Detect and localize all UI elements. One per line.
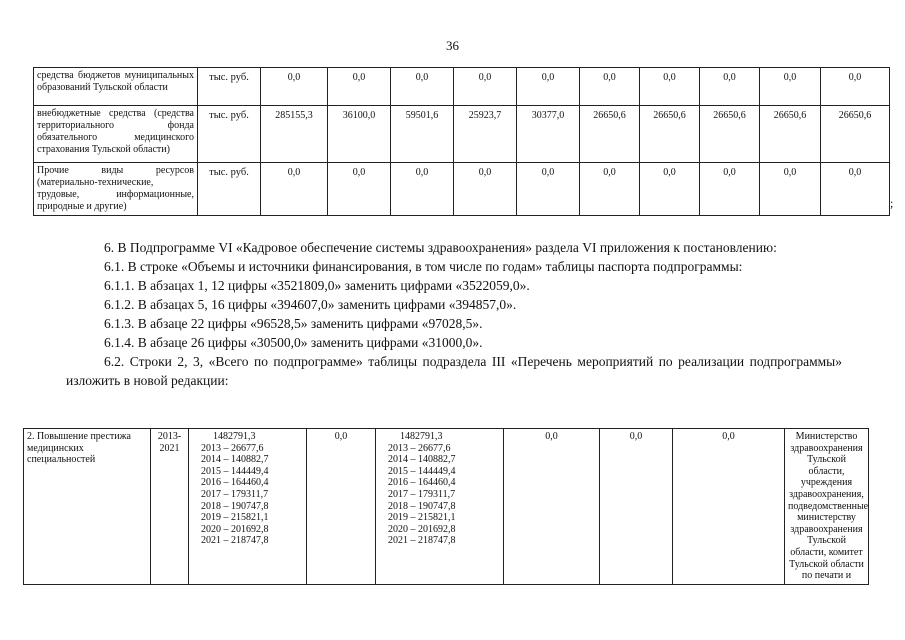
value-cell: 0,0 <box>700 68 760 106</box>
value-cell: 0,0 <box>640 163 700 216</box>
value-cell: 0,0 <box>391 68 454 106</box>
executor-cell: Министерство здравоохранения Тульской области, учреждения здравоохранения, подведомственные министерству здравоохранения Тульской области, комитет Тульской области по печати и <box>785 429 869 585</box>
total-funding-cell <box>189 429 307 585</box>
funding-line: 2013 – 26677,6 <box>388 442 451 454</box>
funding-line: 2014 – 140882,7 <box>388 454 456 466</box>
paragraph-6-1-2: 6.1.2. В абзацах 5, 16 цифры «394607,0» заменить цифрами «394857,0». <box>104 297 517 312</box>
value-cell: 0,0 <box>760 163 821 216</box>
funding-line: 2021 – 218747,8 <box>388 535 456 547</box>
value-cell: 26650,6 <box>580 106 640 163</box>
funding-line: 2016 – 164460,4 <box>388 477 456 489</box>
page-number: 36 <box>446 38 459 53</box>
paragraph-6: 6. В Подпрограмме VI «Кадровое обеспечение системы здравоохранения» раздела VI приложения к постановлению: <box>104 240 777 255</box>
value-cell: 0,0 <box>821 163 890 216</box>
funding-sources-table <box>33 67 890 216</box>
funding-line: 2020 – 201692,8 <box>201 523 269 535</box>
table-row <box>34 68 890 106</box>
funding-line: 1482791,3 <box>213 431 256 442</box>
amendment-text <box>66 238 842 390</box>
value-cell: 0,0 <box>517 163 580 216</box>
funding-line: 2015 – 144449,4 <box>201 465 269 477</box>
funding-line: 2018 – 190747,8 <box>388 500 456 512</box>
source-name: средства бюджетов муниципальных образований Тульской области <box>34 68 198 106</box>
activity-period: 2013-2021 <box>151 429 189 585</box>
funding-line: 2014 – 140882,7 <box>201 454 269 466</box>
value-cell: 26650,6 <box>821 106 890 163</box>
value-cell: 0,0 <box>517 68 580 106</box>
unit-cell: тыс. руб. <box>198 163 261 216</box>
funding-line: 2021 – 218747,8 <box>201 535 269 547</box>
funding-line: 2017 – 179311,7 <box>201 488 269 500</box>
paragraph-6-1: 6.1. В строке «Объемы и источники финансирования, в том числе по годам» таблицы паспорта подпрограммы: <box>104 259 743 274</box>
value-cell: 26650,6 <box>640 106 700 163</box>
unit-cell: тыс. руб. <box>198 68 261 106</box>
value-cell: 59501,6 <box>391 106 454 163</box>
funding-line: 2019 – 215821,1 <box>201 512 269 524</box>
value-cell: 0,0 <box>454 68 517 106</box>
paragraph-6-2: 6.2. Строки 2, 3, «Всего по подпрограмме» таблицы подраздела III «Перечень мероприятий по реализации подпрограммы» изложить в новой редакции: <box>66 354 842 388</box>
value-cell: 0,0 <box>760 68 821 106</box>
funding-line: 2013 – 26677,6 <box>201 442 264 454</box>
paragraph-6-1-4: 6.1.4. В абзаце 26 цифры «30500,0» заменить цифрами «31000,0». <box>104 335 483 350</box>
value-cell: 0,0 <box>328 163 391 216</box>
value-cell: 285155,3 <box>261 106 328 163</box>
funding-line: 1482791,3 <box>400 431 443 442</box>
value-cell: 0,0 <box>580 163 640 216</box>
table-row <box>24 429 869 585</box>
table-row <box>34 163 890 216</box>
value-cell: 0,0 <box>504 429 600 585</box>
value-cell: 0,0 <box>391 163 454 216</box>
source-name: Прочие виды ресурсов (материально-технические, трудовые, информационные, природные и другие) <box>34 163 198 216</box>
table-row <box>34 106 890 163</box>
value-cell: 0,0 <box>454 163 517 216</box>
regional-funding-cell <box>376 429 504 585</box>
value-cell: 36100,0 <box>328 106 391 163</box>
funding-line: 2018 – 190747,8 <box>201 500 269 512</box>
total-funding-list <box>201 431 303 547</box>
value-cell: 26650,6 <box>760 106 821 163</box>
funding-line: 2019 – 215821,1 <box>388 512 456 524</box>
source-name: внебюджетные средства (средства территориального фонда обязательного медицинского страхования Тульской области) <box>34 106 198 163</box>
value-cell: 0,0 <box>640 68 700 106</box>
value-cell: 0,0 <box>673 429 785 585</box>
value-cell: 0,0 <box>307 429 376 585</box>
funding-line: 2017 – 179311,7 <box>388 488 456 500</box>
value-cell: 0,0 <box>700 163 760 216</box>
paragraph-6-1-3: 6.1.3. В абзаце 22 цифры «96528,5» заменить цифрами «97028,5». <box>104 316 483 331</box>
value-cell: 30377,0 <box>517 106 580 163</box>
regional-funding-list <box>388 431 500 547</box>
value-cell: 26650,6 <box>700 106 760 163</box>
value-cell: 0,0 <box>328 68 391 106</box>
value-cell: 0,0 <box>580 68 640 106</box>
funding-line: 2015 – 144449,4 <box>388 465 456 477</box>
value-cell: 25923,7 <box>454 106 517 163</box>
funding-line: 2020 – 201692,8 <box>388 523 456 535</box>
value-cell: 0,0 <box>261 68 328 106</box>
program-activities-table <box>23 428 869 585</box>
value-cell: 0,0 <box>261 163 328 216</box>
unit-cell: тыс. руб. <box>198 106 261 163</box>
paragraph-6-1-1: 6.1.1. В абзацах 1, 12 цифры «3521809,0» заменить цифрами «3522059,0». <box>104 278 530 293</box>
trailing-semicolon: ; <box>890 196 894 210</box>
value-cell: 0,0 <box>600 429 673 585</box>
value-cell: 0,0 <box>821 68 890 106</box>
funding-line: 2016 – 164460,4 <box>201 477 269 489</box>
activity-name: 2. Повышение престижа медицинских специальностей <box>24 429 151 585</box>
